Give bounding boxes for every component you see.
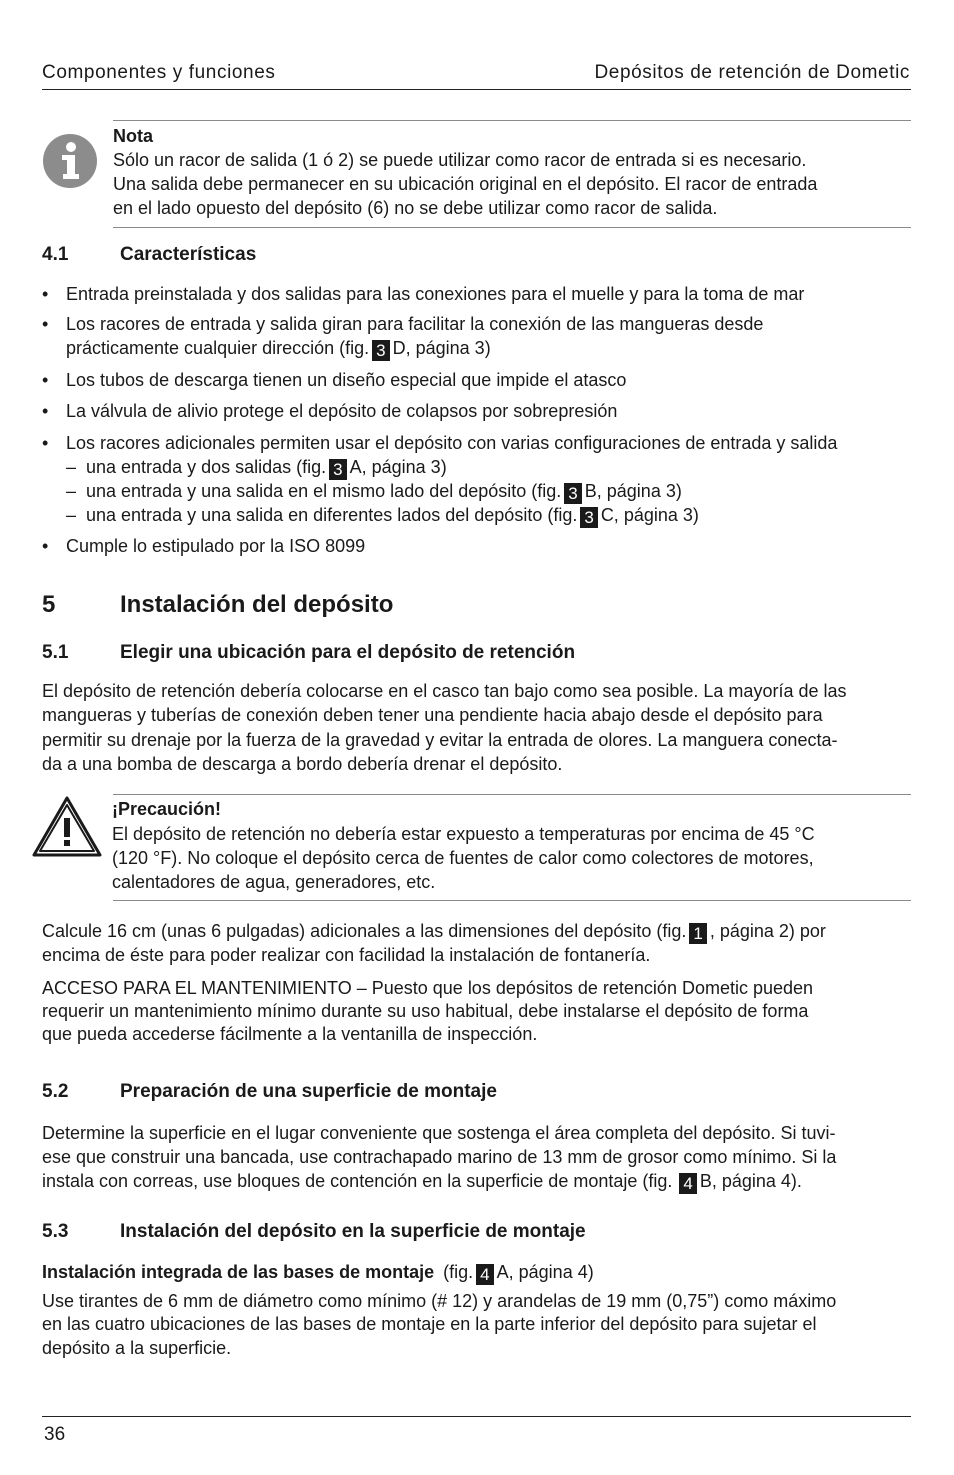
bullet-2-ref: D, página 3)	[392, 338, 491, 358]
section-5-3-subheading	[42, 1260, 594, 1285]
section-5-1-title: Elegir una ubicación para el depósito de retención	[120, 642, 576, 663]
header-rule	[42, 89, 911, 90]
bullet-dot: •	[42, 314, 49, 334]
figure-ref-badge: 3	[372, 340, 389, 361]
section-5-2-number: 5.2	[42, 1081, 69, 1102]
warning-triangle-icon	[32, 796, 102, 858]
bullet-2-line-1: Los racores de entrada y salida giran para facilitar la conexión de las mangueras desde	[66, 314, 764, 334]
section-5-3-line-1: Use tirantes de 6 mm de diámetro como mínimo (# 12) y arandelas de 19 mm (0,75”) como máximo	[42, 1291, 837, 1311]
section-5-1-line-3: permitir su drenaje por la fuerza de la gravedad y evitar la entrada de olores. La manguera conecta-	[42, 730, 838, 750]
caution-line-2: (120 °F). No coloque el depósito cerca de fuentes de calor como colectores de motores,	[112, 848, 814, 868]
sub-bullet-2-ref: B, página 3)	[584, 481, 682, 501]
section-5-1-line-4: da a una bomba de descarga a bordo debería drenar el depósito.	[42, 754, 563, 774]
note-line-2: Una salida debe permanecer en su ubicación original en el depósito. El racor de entrada	[113, 174, 818, 194]
access-line-3: que pueda accederse fácilmente a la ventanilla de inspección.	[42, 1024, 538, 1044]
section-5-2-line-2: ese que construir una bancada, use contrachapado marino de 13 mm de grosor como mínimo. Si la	[42, 1147, 837, 1167]
section-5-1-line-2: mangueras y tuberías de conexión deben tener una pendiente hacia abajo desde el depósito para	[42, 705, 823, 725]
figure-ref-badge: 4	[679, 1173, 696, 1194]
bullet-1: Entrada preinstalada y dos salidas para las conexiones para el muelle y para la toma de mar	[66, 284, 805, 304]
section-5-2-text: instala con correas, use bloques de contención en la superficie de montaje (fig.	[42, 1171, 673, 1191]
access-line-2: requerir un mantenimiento mínimo durante su uso habitual, debe instalarse el depósito de forma	[42, 1001, 809, 1021]
calc-line-2: encima de éste para poder realizar con facilidad la instalación de fontanería.	[42, 945, 651, 965]
sub-bullet-1-text: una entrada y dos salidas (fig.	[86, 457, 327, 477]
calc-text: Calcule 16 cm (unas 6 pulgadas) adicionales a las dimensiones del depósito (fig.	[42, 921, 687, 941]
caution-title: ¡Precaución!	[112, 799, 222, 819]
bullet-6: Cumple lo estipulado por la ISO 8099	[66, 536, 366, 556]
section-5-2-line-3	[42, 1169, 802, 1194]
footer-rule	[42, 1416, 911, 1417]
section-5-3-sub-text: (fig.	[443, 1262, 474, 1282]
bullet-dot: •	[42, 433, 49, 453]
header-right: Depósitos de retención de Dometic	[594, 62, 910, 83]
sub-bullet-1	[86, 455, 447, 480]
note-line-3: en el lado opuesto del depósito (6) no se debe utilizar como racor de salida.	[113, 198, 718, 218]
section-5-title: Instalación del depósito	[120, 591, 394, 618]
figure-ref-badge: 1	[689, 923, 706, 944]
caution-line-3: calentadores de agua, generadores, etc.	[112, 872, 436, 892]
bullet-5: Los racores adicionales permiten usar el depósito con varias configuraciones de entrada y salida	[66, 433, 838, 453]
note-bottom-rule	[113, 227, 911, 228]
section-5-2-title: Preparación de una superficie de montaje	[120, 1081, 497, 1102]
section-5-3-title: Instalación del depósito en la superficie de montaje	[120, 1221, 586, 1242]
caution-line-1: El depósito de retención no debería estar expuesto a temperaturas por encima de 45 °C	[112, 824, 815, 844]
section-4-1-title: Características	[120, 244, 257, 265]
section-5-2-line-1: Determine la superficie en el lugar conveniente que sostenga el área completa del depósito. Si tuvi-	[42, 1123, 836, 1143]
sub-bullet-2-text: una entrada y una salida en el mismo lado del depósito (fig.	[86, 481, 562, 501]
note-line-1: Sólo un racor de salida (1 ó 2) se puede utilizar como racor de entrada si es necesario.	[113, 150, 807, 170]
info-icon	[42, 133, 98, 189]
section-5-1-line-1: El depósito de retención debería colocarse en el casco tan bajo como sea posible. La mayoría de las	[42, 681, 847, 701]
figure-ref-badge: 4	[476, 1264, 493, 1285]
sub-bullet-1-ref: A, página 3)	[349, 457, 447, 477]
bullet-2-line-2	[66, 336, 491, 361]
bullet-dot: •	[42, 370, 49, 390]
calc-ref: , página 2) por	[709, 921, 826, 941]
section-5-3-line-2: en las cuatro ubicaciones de las bases de montaje en la parte inferior del depósito para sujetar el	[42, 1314, 817, 1334]
section-5-number: 5	[42, 591, 56, 618]
figure-ref-badge: 3	[329, 459, 346, 480]
sub-bullet-3	[86, 503, 699, 528]
section-5-3-sub-ref: A, página 4)	[496, 1262, 594, 1282]
sub-bullet-dash: –	[66, 457, 77, 477]
section-5-1-number: 5.1	[42, 642, 69, 663]
caution-bottom-rule	[113, 900, 911, 901]
bullet-3: Los tubos de descarga tienen un diseño especial que impide el atasco	[66, 370, 627, 390]
bullet-dot: •	[42, 401, 49, 421]
sub-bullet-dash: –	[66, 481, 77, 501]
bullet-dot: •	[42, 284, 49, 304]
figure-ref-badge: 3	[580, 507, 597, 528]
note-top-rule	[113, 120, 911, 121]
section-5-3-line-3: depósito a la superficie.	[42, 1338, 232, 1358]
access-line-1: ACCESO PARA EL MANTENIMIENTO – Puesto que los depósitos de retención Dometic pueden	[42, 978, 814, 998]
sub-bullet-3-text: una entrada y una salida en diferentes lados del depósito (fig.	[86, 505, 578, 525]
section-4-1-number: 4.1	[42, 244, 69, 265]
bullet-2-text: prácticamente cualquier dirección (fig.	[66, 338, 370, 358]
sub-bullet-3-ref: C, página 3)	[600, 505, 699, 525]
sub-bullet-2	[86, 479, 682, 504]
bullet-dot: •	[42, 536, 49, 556]
figure-ref-badge: 3	[564, 483, 581, 504]
bullet-4: La válvula de alivio protege el depósito de colapsos por sobrepresión	[66, 401, 618, 421]
calc-line-1	[42, 919, 826, 944]
page-number: 36	[44, 1424, 66, 1445]
header-left: Componentes y funciones	[42, 62, 276, 83]
note-title: Nota	[113, 126, 153, 146]
section-5-3-number: 5.3	[42, 1221, 69, 1242]
section-5-3-sub-bold: Instalación integrada de las bases de montaje	[42, 1262, 435, 1282]
caution-top-rule	[113, 794, 911, 795]
section-5-2-ref: B, página 4).	[699, 1171, 802, 1191]
sub-bullet-dash: –	[66, 505, 77, 525]
